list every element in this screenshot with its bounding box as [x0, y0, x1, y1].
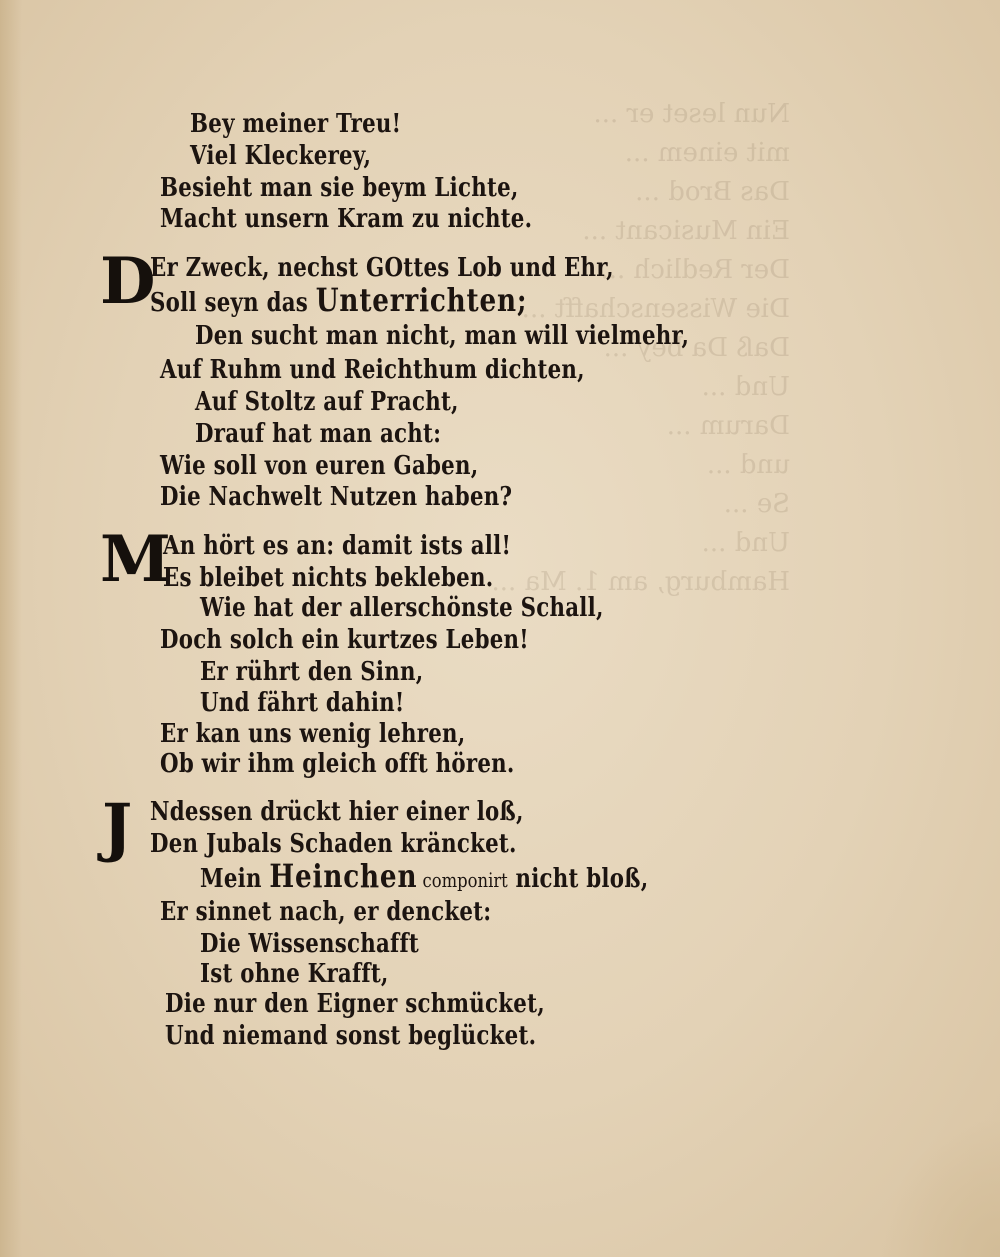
verse-line: Die Nachwelt Nutzen haben?	[160, 482, 513, 512]
ghost-line: Die Wissenschafft ...	[521, 294, 790, 324]
verse-line: Auf Stoltz auf Pracht,	[195, 387, 459, 417]
emphasized-name: Heinchen	[269, 857, 418, 895]
verse-line: Die nur den Eigner schmücket,	[165, 989, 545, 1019]
ghost-line: Hamburg, am 1. Ma ...	[491, 567, 790, 597]
verse-line: Den sucht man nicht, man will vielmehr,	[195, 321, 690, 351]
drop-capital: M	[100, 522, 171, 597]
verse-line: Wie soll von euren Gaben,	[160, 451, 479, 481]
verse-line: Den Jubals Schaden kräncket.	[150, 829, 517, 859]
verse-line: Er rührt den Sinn,	[200, 657, 424, 687]
verse-line: Ist ohne Krafft,	[200, 959, 389, 989]
ghost-line: Der Redlich ...	[600, 255, 790, 285]
verse-line: Drauf hat man acht:	[195, 419, 442, 449]
emphasized-word: Unterrichten;	[315, 281, 528, 319]
ghost-line: Darum ...	[666, 411, 790, 441]
verse-line: Er sinnet nach, er dencket:	[160, 897, 492, 927]
ghost-line: Das Brod ...	[635, 177, 790, 207]
verse-line: Auf Ruhm und Reichthum dichten,	[160, 355, 585, 385]
drop-capital: J	[102, 790, 133, 865]
verse-line: Bey meiner Treu!	[190, 109, 402, 139]
ghost-line: Und ...	[701, 528, 790, 558]
ghost-line: Daß Da bey ...	[603, 333, 790, 363]
ghost-line: Und ...	[701, 372, 790, 402]
ghost-line: Se ...	[723, 489, 790, 519]
verse-text: Mein	[200, 864, 270, 894]
verse-line: Doch solch ein kurtzes Leben!	[160, 625, 529, 655]
ghost-line: Ein Musicant ...	[582, 216, 790, 246]
verse-line: Ndessen drückt hier einer loß,	[150, 797, 524, 827]
verse-line: Besieht man sie beym Lichte,	[160, 173, 519, 203]
verse-line: Macht unsern Kram zu nichte.	[160, 204, 533, 234]
latin-word: componirt	[417, 868, 508, 892]
verse-line: Ob wir ihm gleich offt hören.	[160, 749, 515, 779]
verse-text: nicht bloß,	[507, 864, 649, 894]
verse-line	[150, 281, 528, 319]
verse-line: An hört es an: damit ists all!	[163, 531, 512, 561]
verse-line: Er kan uns wenig lehren,	[160, 719, 466, 749]
verse-line: Es bleibet nichts bekleben.	[163, 563, 494, 593]
verse-line: Und niemand sonst beglücket.	[165, 1021, 537, 1051]
verse-line: Und fährt dahin!	[200, 688, 405, 718]
drop-capital: D	[100, 244, 156, 319]
verse-line: Viel Kleckerey,	[190, 141, 372, 171]
ghost-line: mit einem ...	[624, 138, 790, 168]
ghost-line: Nun leset er ...	[593, 99, 790, 129]
verse-line: Er Zweck, nechst GOttes Lob und Ehr,	[150, 253, 614, 283]
verse-line: Die Wissenschafft	[200, 929, 419, 959]
verse-line: Wie hat der allerschönste Schall,	[200, 593, 604, 623]
ghost-line: und ...	[706, 450, 790, 480]
verse-text: Soll seyn das	[150, 288, 316, 318]
verse-line	[200, 857, 649, 895]
